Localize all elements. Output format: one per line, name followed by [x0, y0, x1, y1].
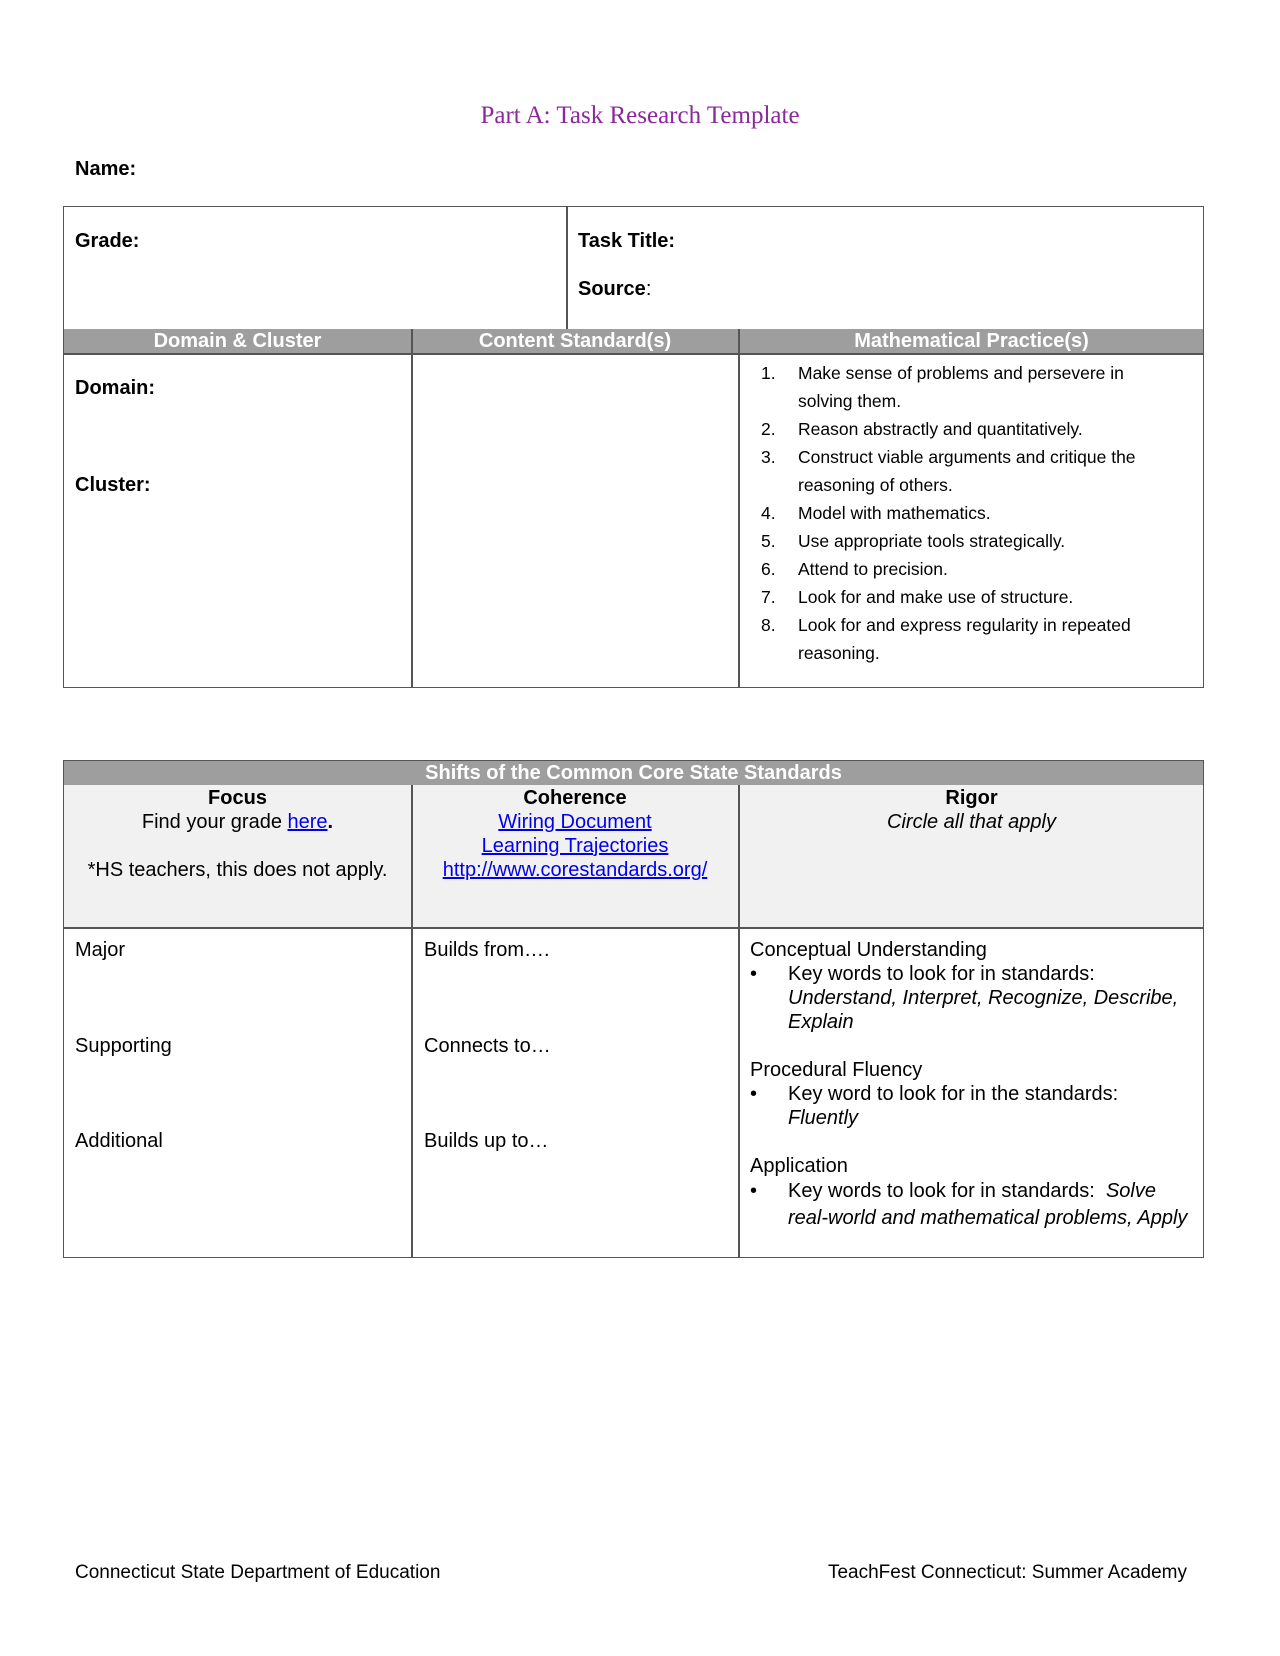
list-item: 2. Reason abstractly and quantitatively.	[761, 419, 1083, 439]
list-item: • Key words to look for in standards: Solve real-world and mathematical problems, Apply	[750, 1178, 1190, 1232]
focus-major: Major	[75, 939, 126, 961]
divider	[738, 329, 740, 687]
focus-column-header	[64, 786, 411, 882]
divider	[64, 353, 1203, 355]
page-title: Part A: Task Research Template	[480, 102, 800, 129]
header-domain-cluster: Domain & Cluster	[153, 330, 322, 352]
rigor-application-heading: Application	[750, 1155, 848, 1177]
rigor-subtitle: Circle all that apply	[887, 811, 1056, 833]
list-item: 3. Construct viable arguments and critique the reasoning of others.	[761, 447, 1136, 495]
shifts-header: Shifts of the Common Core State Standards	[64, 761, 1203, 785]
here-link[interactable]: here	[287, 811, 328, 833]
header-content-standards: Content Standard(s)	[478, 330, 672, 352]
divider	[64, 927, 1203, 929]
divider	[411, 329, 413, 687]
divider	[738, 785, 740, 1257]
coherence-column-header	[412, 786, 738, 882]
source-label: Source:	[578, 278, 652, 300]
focus-note: *HS teachers, this does not apply.	[87, 859, 388, 881]
footer-right: TeachFest Connecticut: Summer Academy	[827, 1562, 1187, 1583]
list-item: • Key word to look for in the standards: Fluently	[750, 1082, 1190, 1130]
footer-left: Connecticut State Department of Education	[75, 1562, 441, 1583]
ccss-shifts-table	[63, 760, 1204, 1258]
grade-label: Grade:	[75, 230, 140, 252]
rigor-procedural-heading: Procedural Fluency	[750, 1059, 923, 1081]
focus-grade-line: Find your grade here.	[141, 811, 334, 833]
corestandards-link[interactable]: http://www.corestandards.org/	[442, 859, 708, 881]
task-title-label: Task Title:	[578, 230, 676, 252]
practices-list	[758, 359, 1178, 667]
list-item: 7. Look for and make use of structure.	[761, 587, 1074, 607]
wiring-document-link[interactable]: Wiring Document	[498, 811, 652, 833]
learning-trajectories-link[interactable]: Learning Trajectories	[481, 835, 669, 857]
rigor-conceptual-heading: Conceptual Understanding	[750, 939, 987, 961]
focus-additional: Additional	[75, 1130, 163, 1152]
cluster-label: Cluster:	[75, 474, 151, 496]
divider	[566, 207, 568, 329]
list-item: 4. Model with mathematics.	[761, 503, 991, 523]
coherence-builds-from: Builds from….	[424, 939, 550, 961]
coherence-title: Coherence	[523, 787, 627, 809]
rigor-column-header	[739, 786, 1204, 834]
task-info-table	[63, 206, 1204, 688]
header-math-practices: Mathematical Practice(s)	[854, 330, 1089, 352]
list-item: • Key words to look for in standards: Understand, Interpret, Recognize, Describe, Explain	[750, 962, 1190, 1034]
rigor-options	[750, 938, 1190, 1232]
coherence-builds-up-to: Builds up to…	[424, 1130, 549, 1152]
focus-supporting: Supporting	[75, 1035, 172, 1057]
list-item: 8. Look for and express regularity in repeated reasoning.	[761, 615, 1131, 663]
list-item: 5. Use appropriate tools strategically.	[761, 531, 1066, 551]
coherence-connects-to: Connects to…	[424, 1035, 551, 1057]
focus-title: Focus	[208, 787, 267, 809]
list-item: 1. Make sense of problems and persevere in solving them.	[761, 363, 1124, 411]
rigor-title: Rigor	[945, 787, 998, 809]
name-label: Name:	[75, 158, 137, 180]
list-item: 6. Attend to precision.	[761, 559, 948, 579]
domain-label: Domain:	[75, 377, 155, 399]
